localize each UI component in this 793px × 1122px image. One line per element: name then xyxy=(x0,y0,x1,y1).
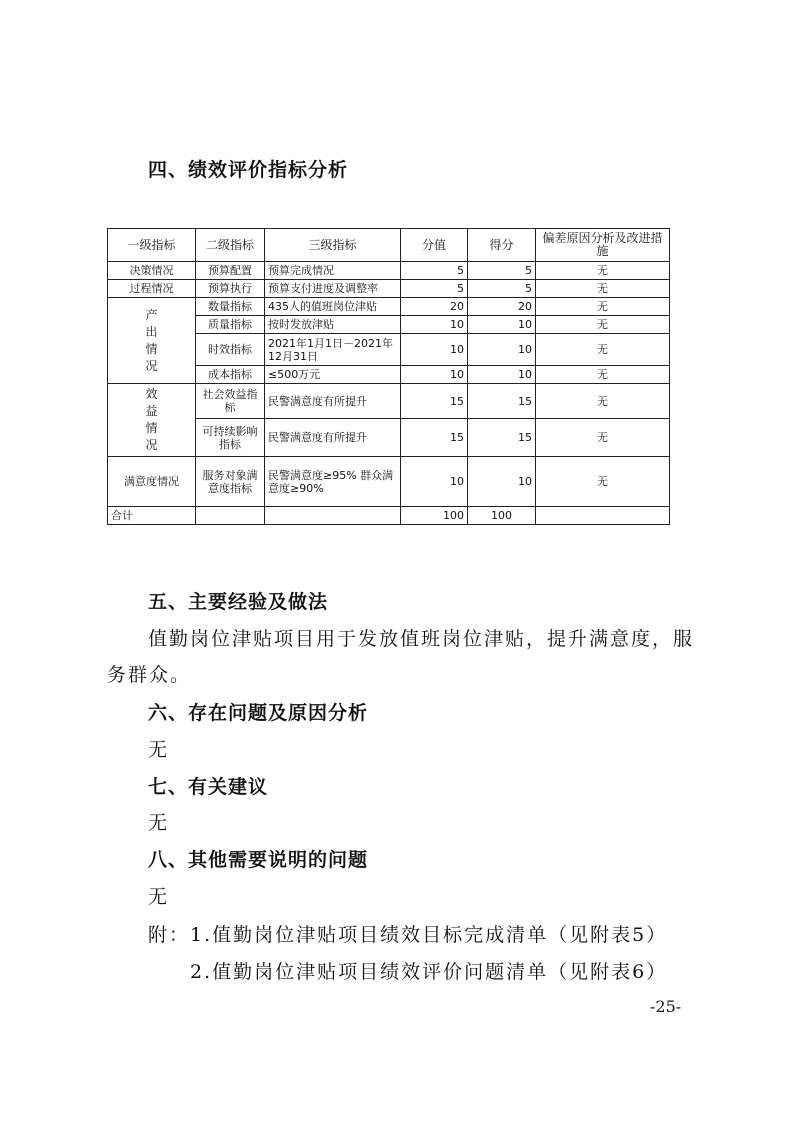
cell-note: 无 xyxy=(536,419,670,457)
cell-score: 10 xyxy=(401,366,468,384)
cell-l3: 民警满意度≥95% 群众满意度≥90% xyxy=(265,457,401,507)
header-note: 偏差原因分析及改进措施 xyxy=(536,229,670,262)
header-level2: 二级指标 xyxy=(196,229,265,262)
cell-l1-benefit xyxy=(108,384,196,457)
cell-score: 10 xyxy=(401,457,468,507)
table-row xyxy=(108,457,670,507)
attachment-1: 附：1.值勤岗位津贴项目绩效目标完成清单（见附表5） xyxy=(148,924,668,946)
table-row xyxy=(108,262,670,280)
cell-l2: 预算执行 xyxy=(196,280,265,298)
table-total-row xyxy=(108,507,670,525)
cell-note: 无 xyxy=(536,366,670,384)
cell-l1: 效益情况 xyxy=(145,387,158,452)
cell-l1: 产出情况 xyxy=(145,307,158,373)
cell-l1: 过程情况 xyxy=(108,280,196,298)
cell-l2: 成本指标 xyxy=(196,366,265,384)
cell-note: 无 xyxy=(536,316,670,334)
cell-note: 无 xyxy=(536,298,670,316)
header-level1: 一级指标 xyxy=(108,229,196,262)
cell-empty xyxy=(536,507,670,525)
section-7-heading: 七、有关建议 xyxy=(148,776,269,798)
cell-got: 15 xyxy=(468,419,536,457)
cell-total-score: 100 xyxy=(401,507,468,525)
cell-l2: 服务对象满意度指标 xyxy=(196,457,265,507)
cell-l3: 预算支付进度及调整率 xyxy=(265,280,401,298)
cell-l2: 质量指标 xyxy=(196,316,265,334)
cell-l3: 2021年1月1日－2021年12月31日 xyxy=(265,334,401,366)
section-8-body: 无 xyxy=(148,886,170,908)
cell-note: 无 xyxy=(536,262,670,280)
cell-note: 无 xyxy=(536,280,670,298)
page-number: -25- xyxy=(650,997,682,1016)
cell-score: 5 xyxy=(401,262,468,280)
table-row xyxy=(108,280,670,298)
cell-got: 10 xyxy=(468,334,536,366)
section-8-heading: 八、其他需要说明的问题 xyxy=(148,849,369,871)
cell-got: 15 xyxy=(468,384,536,419)
cell-got: 10 xyxy=(468,316,536,334)
cell-l3: 435人的值班岗位津贴 xyxy=(265,298,401,316)
section-5-heading: 五、主要经验及做法 xyxy=(148,591,329,613)
cell-note: 无 xyxy=(536,384,670,419)
attachment-2: 2.值勤岗位津贴项目绩效评价问题清单（见附表6） xyxy=(190,961,668,983)
header-level3: 三级指标 xyxy=(265,229,401,262)
cell-got: 10 xyxy=(468,457,536,507)
cell-l1-output xyxy=(108,298,196,384)
cell-l2: 社会效益指标 xyxy=(196,384,265,419)
cell-score: 20 xyxy=(401,298,468,316)
cell-l3: 预算完成情况 xyxy=(265,262,401,280)
cell-note: 无 xyxy=(536,334,670,366)
section-4-heading: 四、绩效评价指标分析 xyxy=(148,159,349,181)
cell-l2: 时效指标 xyxy=(196,334,265,366)
cell-l1: 满意度情况 xyxy=(108,457,196,507)
table-row xyxy=(108,384,670,419)
cell-score: 5 xyxy=(401,280,468,298)
cell-l3: ≤500万元 xyxy=(265,366,401,384)
cell-score: 15 xyxy=(401,384,468,419)
cell-empty xyxy=(265,507,401,525)
cell-got: 5 xyxy=(468,280,536,298)
cell-got: 10 xyxy=(468,366,536,384)
table-row xyxy=(108,298,670,316)
header-got: 得分 xyxy=(468,229,536,262)
cell-l3: 民警满意度有所提升 xyxy=(265,419,401,457)
performance-indicator-table xyxy=(107,228,670,525)
cell-score: 10 xyxy=(401,316,468,334)
cell-got: 20 xyxy=(468,298,536,316)
section-7-body: 无 xyxy=(148,812,170,834)
cell-l3: 民警满意度有所提升 xyxy=(265,384,401,419)
cell-score: 15 xyxy=(401,419,468,457)
cell-score: 10 xyxy=(401,334,468,366)
section-6-body: 无 xyxy=(148,739,170,761)
cell-l3: 按时发放津贴 xyxy=(265,316,401,334)
header-score: 分值 xyxy=(401,229,468,262)
cell-empty xyxy=(196,507,265,525)
cell-l2: 可持续影响指标 xyxy=(196,419,265,457)
cell-total-got: 100 xyxy=(468,507,536,525)
section-5-body-line2: 务群众。 xyxy=(107,664,192,686)
section-6-heading: 六、存在问题及原因分析 xyxy=(148,702,369,724)
cell-note: 无 xyxy=(536,457,670,507)
table-header-row xyxy=(108,229,670,262)
section-5-body-line1: 值勤岗位津贴项目用于发放值班岗位津贴，提升满意度，服 xyxy=(148,628,695,650)
cell-l2: 数量指标 xyxy=(196,298,265,316)
cell-l2: 预算配置 xyxy=(196,262,265,280)
cell-l1: 决策情况 xyxy=(108,262,196,280)
cell-total-label: 合计 xyxy=(108,507,196,525)
cell-got: 5 xyxy=(468,262,536,280)
